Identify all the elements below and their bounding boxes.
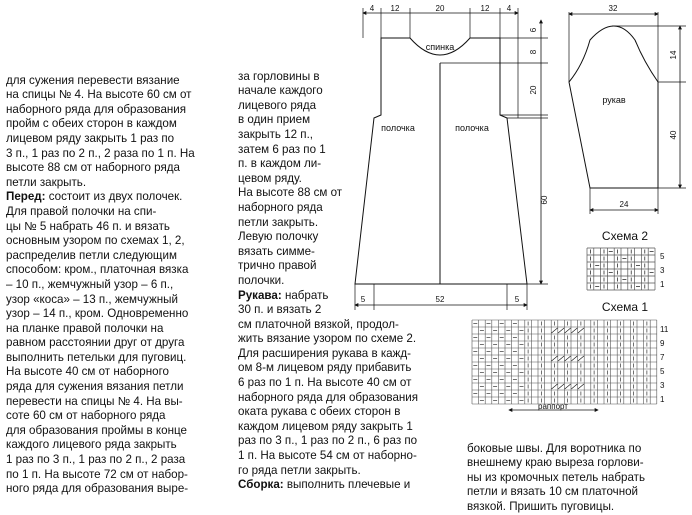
dim-top-3: 12 [480, 4, 490, 13]
scheme-1-title: Схема 1 [601, 300, 649, 314]
label-back: спинка [425, 42, 455, 52]
cable-mark [558, 356, 564, 361]
cable-mark [552, 356, 558, 361]
dim-bottom-2: 5 [514, 295, 520, 304]
scheme-1-grid [472, 320, 657, 404]
dim-top-4: 4 [506, 4, 512, 13]
col1-body: Для правой полочки на спи- цы № 5 набрать 46 п. и вязать основным узором по схемах 1, 2, распределив петли следующим способом: кром., платочная вязка – 10 п., жемчужный узор – 6 п., узор «коса» – 13 п., жемчужный узор – 14 п., кром. Одновременно на планке правой полочки на равном расстоянии друг от друга выполнить петельки для пуговиц. На высоте 40 см от наборного ряда для сужения вязания петли перевести на спицы № 4. На вы- соте 60 см от наборного ряда для образования проймы в конце каждого лицевого ряда закрыть 1 раз по 3 п., 1 раз по 2 п., 2 раза по 1 п. На высоте 72 см от набор- ного ряда для образования выре- [6, 204, 189, 496]
body-diagram [355, 8, 548, 310]
dim-bottom-0: 5 [360, 295, 366, 304]
body-outline [355, 38, 527, 284]
cable-mark [571, 328, 577, 333]
scheme-2-grid [587, 248, 655, 290]
sleeve-diagram [569, 12, 686, 214]
scheme-2-row-5: 5 [660, 252, 665, 261]
assembly-first-line: выполнить плечевые и [283, 478, 411, 492]
cable-mark [558, 384, 564, 389]
dim-top-0: 4 [369, 4, 375, 13]
cable-mark [578, 328, 584, 333]
cable-mark [565, 384, 571, 389]
cable-mark [578, 384, 584, 389]
sleeves-first-line: набрать [281, 288, 329, 302]
scheme-1 [472, 300, 669, 411]
assembly-heading: Сборка: [238, 478, 284, 492]
body-dimension-labels [361, 4, 549, 304]
cable-mark [578, 356, 584, 361]
col2-sleeves-text: 30 п. и вязать 2 см платочной вязкой, продол- жить вязание узором по схеме 2. Для расширения рукава в кажд- ом 8-м лицевом ряду прибавить 6 раз по 1 п. На высоте 40 см от наборного ряда для образования оката рукава с обеих сторон в каждом лицевом ряду закрыть 1 раз по 3 п., 1 раз по 2 п., 6 раз по 1 п. На высоте 54 см от наборно- го ряда петли закрыть. [238, 303, 419, 477]
sleeve-labels [602, 4, 678, 209]
sleeve-outline [569, 26, 658, 188]
scheme-1-repeat-label: раппорт [538, 402, 568, 411]
front-first-line: состоит из двух полочек. [45, 190, 183, 204]
scheme-1-row-11: 11 [660, 325, 669, 334]
sleeves-heading: Рукава: [238, 288, 282, 302]
dim-right-3: 60 [540, 195, 549, 205]
scheme-1-row-1: 1 [660, 395, 665, 404]
sleeve-dim-right-0: 14 [669, 50, 678, 60]
scheme-2-row-1: 1 [660, 280, 665, 289]
label-left-front: полочка [381, 123, 415, 133]
dim-top-2: 20 [435, 4, 445, 13]
scheme-1-row-5: 5 [660, 367, 665, 376]
sleeve-dim-right-1: 40 [669, 130, 678, 140]
label-right-front: полочка [455, 123, 489, 133]
col3-assembly-text: боковые швы. Для воротника по внешнему краю выреза горлови- ны из кромочных петель набрать петли и вязать 10 см платочной вязкой. Пришить пуговицы. [467, 441, 645, 513]
scheme-2-row-3: 3 [660, 266, 665, 275]
scheme-2 [587, 229, 665, 290]
dim-top-1: 12 [390, 4, 400, 13]
dim-right-1: 8 [529, 49, 538, 55]
scheme-1-row-9: 9 [660, 339, 665, 348]
col2-neckline-text: за горловины в начале каждого лицевого ряда в один прием закрыть 12 п., затем 6 раз по 1 п. в каждом ли- цевом ряду. На высоте 88 см от наборного ряда петли закрыть. Левую полочку вязать симме- трично правой полочки. [238, 69, 343, 287]
dim-right-2: 20 [529, 85, 538, 95]
col1-intro: для сужения перевести вязание на спицы № 4. На высоте 60 см от наборного ряда для образования пройм с обеих сторон в каждом лицевом ряду закрыть 1 раз по 3 п., 1 раз по 2 п., 2 раза по 1 п. На высоте 88 см от наборного ряда петли закрыть. [6, 73, 195, 189]
scheme-2-title: Схема 2 [601, 229, 649, 243]
sleeve-dim-top: 32 [608, 4, 618, 13]
dim-right-0: 6 [529, 27, 538, 33]
sleeve-dim-bottom: 24 [619, 200, 629, 209]
cable-mark [558, 328, 564, 333]
scheme-1-row-3: 3 [660, 381, 665, 390]
label-sleeve: рукав [602, 95, 626, 105]
cable-mark [552, 328, 558, 333]
cable-mark [571, 384, 577, 389]
front-heading: Перед: [6, 190, 46, 204]
cable-mark [552, 384, 558, 389]
scheme-1-row-7: 7 [660, 353, 665, 362]
cable-mark [565, 328, 571, 333]
dim-bottom-1: 52 [435, 295, 445, 304]
cable-mark [571, 356, 577, 361]
cable-mark [565, 356, 571, 361]
